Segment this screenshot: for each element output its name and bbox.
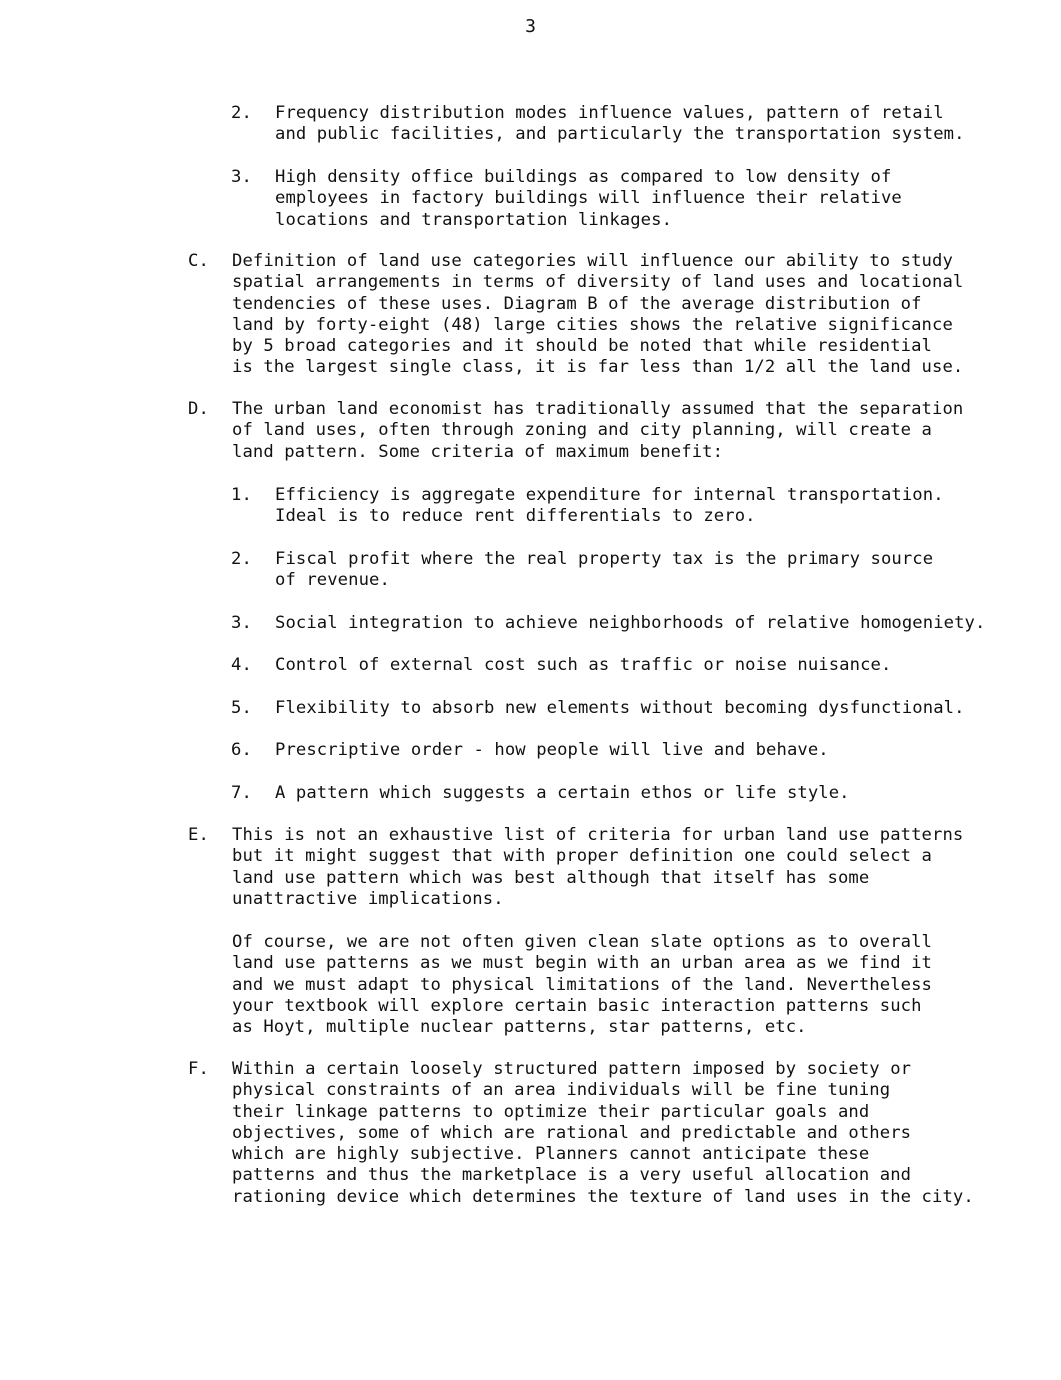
item-a3 <box>231 167 1011 231</box>
item-a2 <box>231 103 1011 146</box>
criterion-marker: 1. <box>231 485 252 505</box>
criterion-text: Control of external cost such as traffic or noise nuisance. <box>275 655 892 675</box>
criterion-text: Fiscal profit where the real property tax is the primary source of revenue. <box>275 549 934 591</box>
criterion-4 <box>231 655 1011 677</box>
section-text: Within a certain loosely structured pattern imposed by society or physical constraints of an area individuals will be fine tuning their linkage patterns to optimize their particular goals and objectives, some of which are rational and predictable and others which are highly subjective. Planners cannot anticipate these patterns and thus the marketplace is a very useful allocation and rationing device which determines the texture of land uses in the city. <box>232 1059 974 1207</box>
section-f <box>188 1059 1011 1209</box>
criterion-text: Prescriptive order - how people will live and behave. <box>275 740 829 760</box>
criterion-marker: 6. <box>231 740 252 760</box>
section-d <box>188 399 1011 463</box>
criterion-marker: 4. <box>231 655 252 675</box>
section-text: The urban land economist has traditionally assumed that the separation of land uses, often through zoning and city planning, will create a land pattern. Some criteria of maximum benefit: <box>232 399 964 462</box>
criterion-text: A pattern which suggests a certain ethos or life style. <box>275 783 850 803</box>
criterion-6 <box>231 740 1011 762</box>
page-number: 3 <box>525 16 536 37</box>
item-text: Frequency distribution modes influence values, pattern of retail and public facilities, and particularly the transportation system. <box>275 103 965 145</box>
section-marker: C. <box>188 251 209 271</box>
criterion-text: Efficiency is aggregate expenditure for internal transportation. Ideal is to reduce rent differentials to zero. <box>275 485 944 527</box>
criterion-text: Flexibility to absorb new elements without becoming dysfunctional. <box>275 698 965 718</box>
section-text: Of course, we are not often given clean slate options as to overall land use patterns as we must begin with an urban area as we find it and we must adapt to physical limitations of the land. Nevertheless your textbook will explore certain basic interaction patterns such as Hoyt, multiple nuclear patterns, star patterns, etc. <box>232 932 932 1038</box>
item-text: High density office buildings as compared to low density of employees in factory buildings will influence their relative locations and transportation linkages. <box>275 167 902 230</box>
criterion-5 <box>231 698 1011 720</box>
section-text: This is not an exhaustive list of criteria for urban land use patterns but it might suggest that with proper definition one could select a land use pattern which was best although that itself has some unattractive implications. <box>232 825 964 909</box>
criterion-3 <box>231 613 1011 635</box>
section-e <box>188 825 1011 911</box>
criterion-marker: 2. <box>231 549 252 569</box>
criterion-marker: 3. <box>231 613 252 633</box>
section-c <box>188 251 1011 379</box>
section-e-continuation <box>188 932 1011 1039</box>
criterion-2 <box>231 549 1011 592</box>
section-text: Definition of land use categories will influence our ability to study spatial arrangements in terms of diversity of land uses and locational tendencies of these uses. Diagram B of the average distribution of land by forty-eight (48) large cities shows the relative significance by 5 broad categories and it should be noted that while residential is the largest single class, it is far less than 1/2 all the land use. <box>232 251 964 378</box>
section-marker: F. <box>188 1059 209 1079</box>
criterion-7 <box>231 783 1011 805</box>
section-marker: D. <box>188 399 209 419</box>
item-marker: 2. <box>231 103 252 123</box>
criterion-marker: 7. <box>231 783 252 803</box>
criterion-1 <box>231 485 1011 528</box>
criterion-marker: 5. <box>231 698 252 718</box>
section-marker: E. <box>188 825 209 845</box>
criterion-text: Social integration to achieve neighborhoods of relative homogeniety. <box>275 613 986 633</box>
item-marker: 3. <box>231 167 252 187</box>
